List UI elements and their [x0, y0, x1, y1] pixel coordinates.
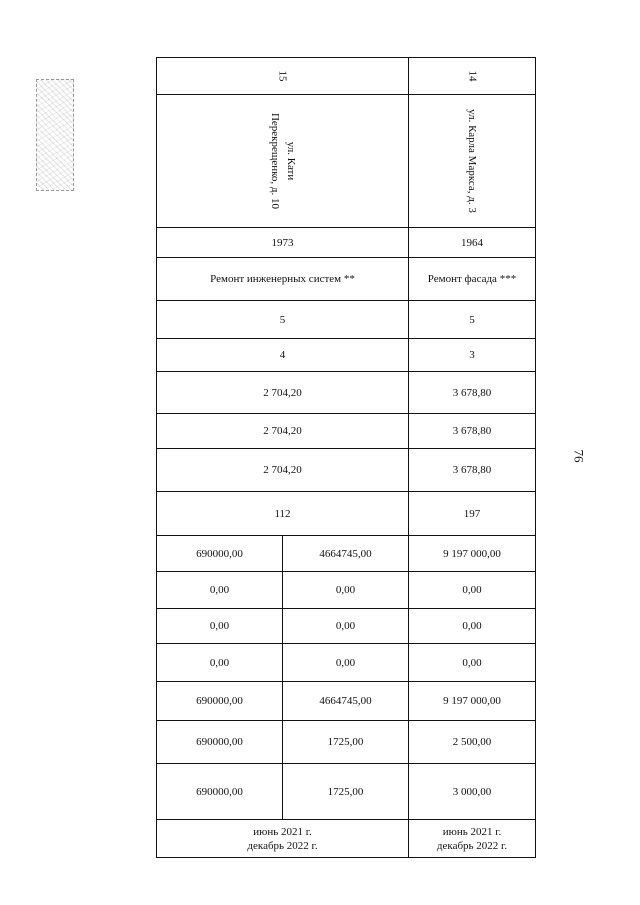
row-number-cell: 14	[409, 58, 536, 95]
period-cell: июнь 2021 г. декабрь 2022 г.	[157, 820, 409, 858]
cost-cell: 690000,00	[157, 536, 283, 572]
table-row	[157, 301, 536, 339]
cost-cell: 0,00	[283, 609, 409, 644]
cost-cell: 0,00	[283, 572, 409, 609]
table-row	[157, 492, 536, 536]
cost-cell: 0,00	[409, 572, 536, 609]
table-row	[157, 58, 536, 95]
table-row	[157, 372, 536, 414]
cost-cell: 9 197 000,00	[409, 536, 536, 572]
area-residential-cell: 3 678,80	[409, 449, 536, 492]
table-row	[157, 609, 536, 644]
table-row	[157, 682, 536, 721]
table-row	[157, 572, 536, 609]
cost-cell: 0,00	[409, 609, 536, 644]
year-cell: 1964	[409, 228, 536, 258]
row-number-cell: 15	[157, 58, 409, 95]
table-row	[157, 258, 536, 301]
floors-cell: 5	[157, 301, 409, 339]
period-cell: июнь 2021 г. декабрь 2022 г.	[409, 820, 536, 858]
residents-cell: 197	[409, 492, 536, 536]
work-type-cell: Ремонт инженерных систем **	[157, 258, 409, 301]
table-row	[157, 228, 536, 258]
cost-cell: 0,00	[157, 572, 283, 609]
area-residential-cell: 2 704,20	[157, 449, 409, 492]
cost-cell: 0,00	[283, 644, 409, 682]
entrances-cell: 4	[157, 339, 409, 372]
residents-cell: 112	[157, 492, 409, 536]
table-row	[157, 536, 536, 572]
entrances-cell: 3	[409, 339, 536, 372]
year-cell: 1973	[157, 228, 409, 258]
table-row	[157, 449, 536, 492]
table-row	[157, 820, 536, 858]
cost-cell: 3 000,00	[409, 764, 536, 820]
area-living-cell: 2 704,20	[157, 414, 409, 449]
cost-cell: 4664745,00	[283, 536, 409, 572]
table-row	[157, 339, 536, 372]
cost-cell: 0,00	[409, 644, 536, 682]
cost-cell: 0,00	[157, 644, 283, 682]
cost-cell: 1725,00	[283, 721, 409, 764]
cost-cell: 1725,00	[283, 764, 409, 820]
address-cell: ул. Карла Маркса, д. 3	[409, 95, 536, 228]
table-row	[157, 721, 536, 764]
table-row	[157, 414, 536, 449]
cost-cell: 690000,00	[157, 764, 283, 820]
floors-cell: 5	[409, 301, 536, 339]
area-total-cell: 3 678,80	[409, 372, 536, 414]
table-row	[157, 644, 536, 682]
document-stamp	[36, 79, 74, 191]
cost-cell: 690000,00	[157, 721, 283, 764]
cost-cell: 2 500,00	[409, 721, 536, 764]
table-row	[157, 95, 536, 228]
cost-cell: 4664745,00	[283, 682, 409, 721]
area-total-cell: 2 704,20	[157, 372, 409, 414]
table-row	[157, 764, 536, 820]
page-number: 76	[571, 449, 587, 463]
address-cell: ул. Кати Перекрещенко, д. 10	[157, 95, 409, 228]
cost-cell: 9 197 000,00	[409, 682, 536, 721]
cost-cell: 690000,00	[157, 682, 283, 721]
cost-cell: 0,00	[157, 609, 283, 644]
repair-schedule-table	[156, 57, 536, 858]
area-living-cell: 3 678,80	[409, 414, 536, 449]
work-type-cell: Ремонт фасада ***	[409, 258, 536, 301]
